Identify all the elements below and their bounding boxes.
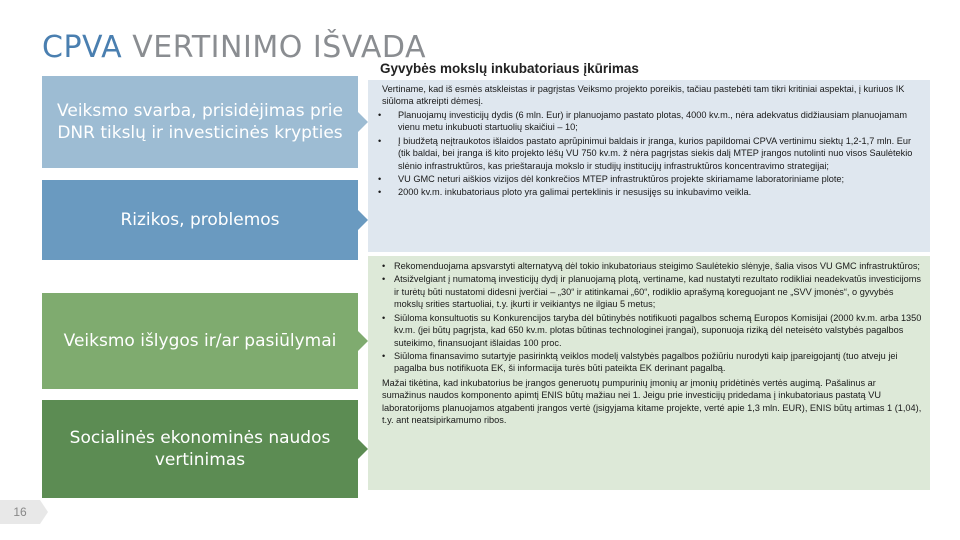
list-item: • Planuojamų investicijų dydis (6 mln. Eur) ir planuojamo pastato plotas, 4000 kv.m., nėra adekvatus didžiausiam planuojamam vienu metu inkubuoti startuolių skaičiui – 10; bbox=[376, 109, 922, 134]
project-subtitle: Gyvybės mokslų inkubatoriaus įkūrimas bbox=[380, 61, 639, 76]
category-box-relevance bbox=[42, 76, 358, 168]
category-label: Rizikos, problemos bbox=[120, 209, 280, 230]
list-item: • VU GMC neturi aiškios vizijos dėl konkrečios MTEP infrastruktūros projekte skiriamame laboratoriniame plote; bbox=[376, 173, 922, 185]
relevance-risks-panel bbox=[368, 80, 930, 252]
category-box-socioeconomic bbox=[42, 400, 358, 498]
title-part-2: VERTINIMO IŠVADA bbox=[132, 30, 426, 65]
page-title bbox=[42, 30, 426, 65]
list-item: • Į biudžetą neįtraukotos išlaidos pastato aprūpinimui baldais ir įranga, kurios papildomai CPVA vertinimu siektų 1,2-1,7 mln. Eur (tik baldai, bei įranga iš kito projekto lėšų VU 750 kv.m. ž nėra pagrįstas siekis dalį MTEP įrangos nutolinti nuo visos Saulėtekio slėnio infrastruktūros, kas prieštarauja mokslo ir studijų institucijų infrastruktūros koncentravimo strategijai; bbox=[376, 135, 922, 172]
category-label: Socialinės ekonominės naudos vertinimas bbox=[69, 427, 331, 470]
page-number: 16 bbox=[0, 500, 40, 524]
panel-intro: Vertiname, kad iš esmės atskleistas ir pagrįstas Veiksmo projekto poreikis, tačiau pastebėti tam tikri kritiniai aspektai, į kuriuos IK siūloma atkreipti dėmesį. bbox=[382, 84, 905, 107]
category-box-conditions bbox=[42, 293, 358, 389]
recommendations-list bbox=[376, 260, 922, 375]
list-item: • Siūloma finansavimo sutartyje pasirinktą veiklos modelį valstybės pagalbos požiūriu nurodyti kaip įpareigojantį (tuo atveju jei pagalba bus notifikuota EK, ši informacija turės būti pateikta EK derinant pagalbą. bbox=[376, 350, 922, 375]
list-item: • 2000 kv.m. inkubatoriaus ploto yra galimai perteklinis ir nesusijęs su inkubavimo veikla. bbox=[376, 186, 922, 198]
risks-list bbox=[376, 109, 922, 199]
category-label: Veiksmo svarba, prisidėjimas prie DNR tikslų ir investicinės krypties bbox=[57, 100, 343, 143]
category-label: Veiksmo išlygos ir/ar pasiūlymai bbox=[63, 330, 337, 351]
list-item: • Atsižvelgiant į numatomą investicijų dydį ir planuojamą plotą, vertiname, kad nustatyti rezultato rodikliai neadekvatūs investicijoms ir turėtų būti nustatomi didesni įverčiai – „30“ ir atitinkamai „60“, rodiklio aprašymą koreguojant ne „SVV įmonės“, o gyvybės mokslų srities startuoliai, t.y. įkurti ir veikiantys ne ilgiau 5 metus; bbox=[376, 273, 922, 310]
list-item: • Rekomenduojama apsvarstyti alternatyvą dėl tokio inkubatoriaus steigimo Saulėtekio slėnyje, šalia visos VU GMC infrastruktūros; bbox=[376, 260, 922, 272]
conditions-benefits-panel bbox=[368, 256, 930, 490]
socioeconomic-text: Mažai tikėtina, kad inkubatorius be įrangos generuotų pumpurinių įmonių ar įmonių pridėtinės vertės augimą. Pašalinus ar sumažinus naudos komponento apimtį ENIS būtų mažiau nei 1. Jeigu prie investicijų pridedama į inkubatoriaus pastatą VU laboratorijoms planuojamos atgabenti įrangos vertė (įsigyjama kitame projekte, verté apie 1,3 mln. EUR), ENIS būtų artimas 1 (1,04), t.y. ant neatsipirkamumo ribos. bbox=[382, 377, 922, 426]
category-box-risks bbox=[42, 180, 358, 260]
title-part-1: CPVA bbox=[42, 30, 123, 65]
list-item: • Siūloma konsultuotis su Konkurencijos taryba dėl būtinybės notifikuoti pagalbos schemą Europos Komisijai (2000 kv.m. arba 1350 kv.m. (jei būtų pagrįsta, kad 650 kv.m. plotas būtinas technologinei įrangai), suponuoja riziką dėl neteisėto valstybės pagalbos suteikimo, finansuojant išlaidas 100 proc. bbox=[376, 312, 922, 349]
